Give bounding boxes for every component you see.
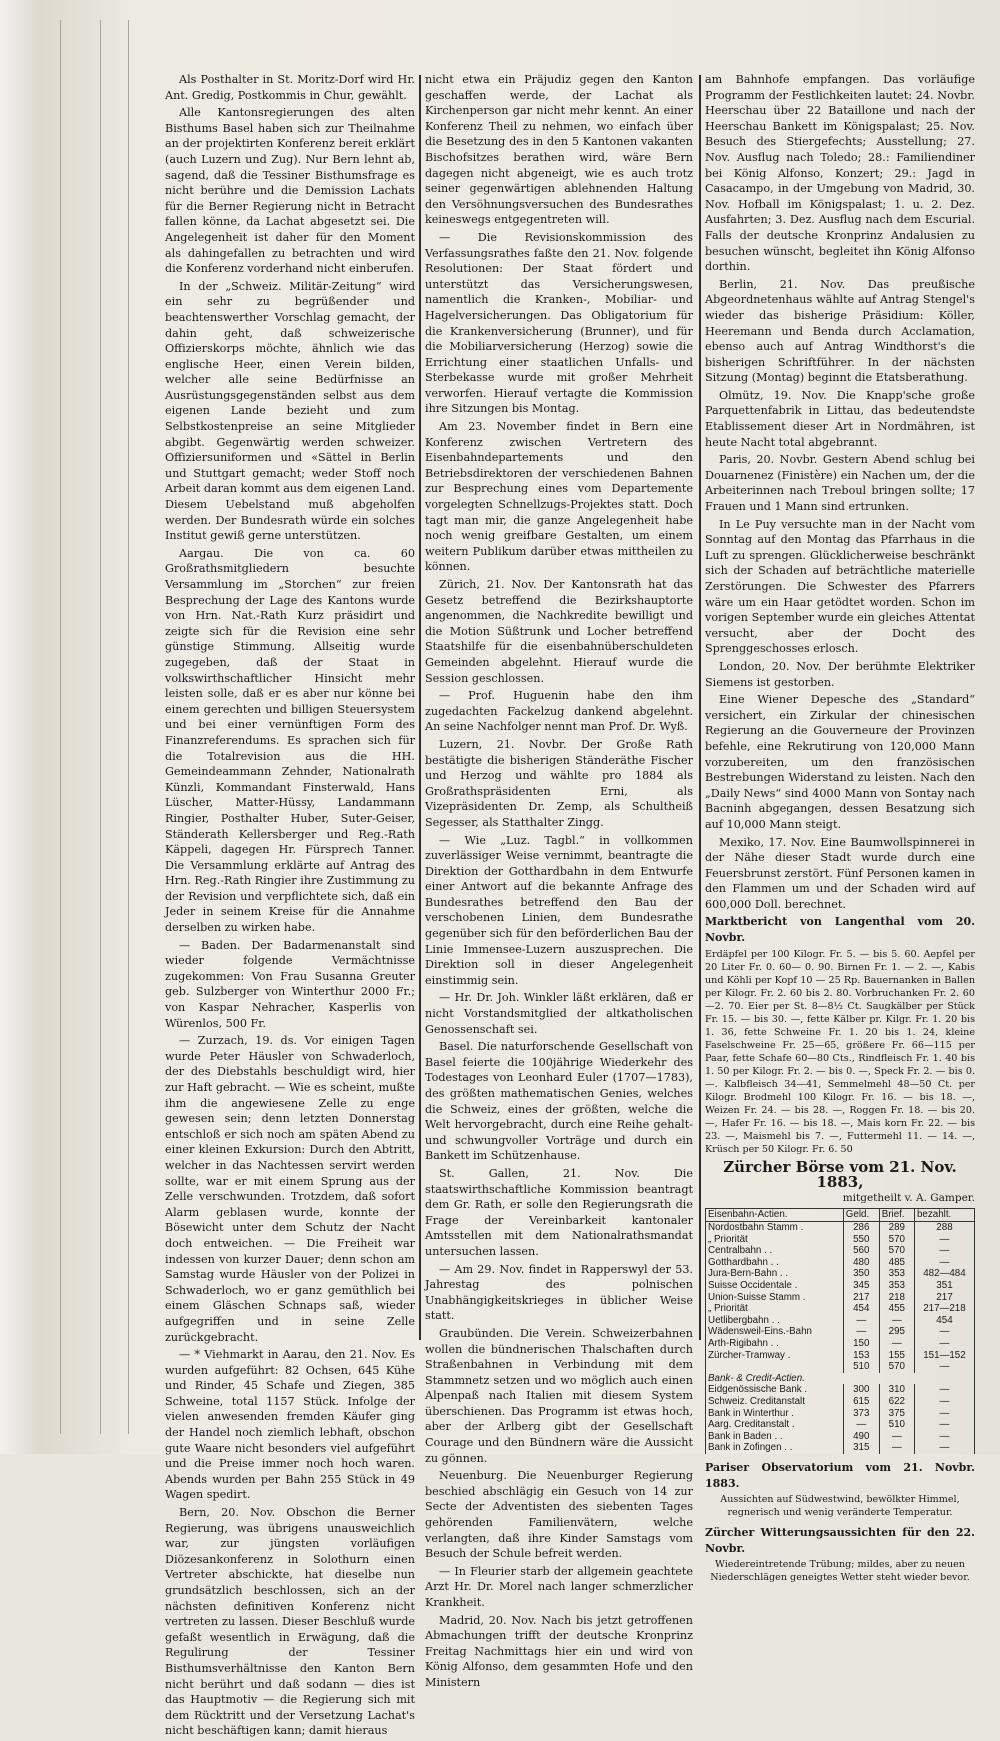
stock-value-cell: 217 bbox=[914, 1292, 974, 1304]
stock-value-cell: — bbox=[914, 1234, 974, 1246]
table-row bbox=[706, 1268, 975, 1280]
article: — In Fleurier starb der allgemein geachtete Arzt Hr. Dr. Morel nach langer schmerzlicher Krankheit. bbox=[425, 1564, 693, 1609]
article: — * Viehmarkt in Aarau, den 21. Nov. Es wurden aufgeführt: 82 Ochsen, 645 Kühe und Rinder, 45 Schafe und Ziegen, 385 Schweine, total 1157 Stück. Infolge der vielen anwesenden fremden Käufer ging der Handel noch ziemlich lebhaft, obschon gute Waare nicht besonders viel aufgeführt und die Preise immer noch hoch waren. Abends wurden per Bahn 255 Stück in 49 Wagen spedirt. bbox=[165, 1348, 415, 1502]
weather-title: Zürcher Witterungsaussichten für den 22. Novbr. bbox=[705, 1526, 975, 1555]
market-report-title: Marktbericht von Langenthal vom 20. Novbr. bbox=[705, 915, 975, 945]
stock-value-cell: 490 bbox=[843, 1431, 879, 1443]
stock-value-cell: — bbox=[914, 1257, 974, 1269]
table-row bbox=[706, 1257, 975, 1269]
stock-value-cell: 218 bbox=[879, 1292, 914, 1304]
stock-value-cell: 455 bbox=[879, 1303, 914, 1315]
stock-name-cell: „ Priorität bbox=[706, 1234, 844, 1246]
article: — Prof. Huguenin habe den ihm zugedachten Fackelzug dankend abgelehnt. An seine Nachfolger nennt man Prof. Dr. Wyß. bbox=[425, 689, 693, 734]
stock-table-header bbox=[706, 1209, 975, 1222]
article: Aargau. Die von ca. 60 Großrathsmitgliedern besuchte Versammlung im „Storchen“ zur freien Besprechung der Lage des Kantons wurde von Hrn. Nat.-Rath Kurz präsidirt und zeigte sich für die Revision eine sehr günstige Stimmung. Allseitig wurde zugegeben, daß der Staat in volkswirthschaftlicher Hinsicht mehr leisten solle, daß er es aber nur könne bei einem gerechten und billigen Steuersystem und bei einer vernünftigen Form des Finanzreferendums. Es sprachen sich für die Totalrevision aus die HH. Gemeindeammann Zehnder, Nationalrath Künzli, Kommandant Finsterwald, Hans Lüscher, Matter-Hüssy, Landammann Ringier, Posthalter Huber, Suter-Geiser, Ständerath Kellersberger und Reg.-Rath Käppeli, dagegen Hr. Fürsprech Tanner. Die Versammlung erklärte auf Antrag des Hrn. Reg.-Rath Ringier ihre Zustimmung zu der Revision und verpflichtete sich, daß ein Jeder in seinem Kreise für die Annahme derselben zu wirken habe. bbox=[165, 546, 415, 935]
stock-value-cell: 482—484 bbox=[914, 1268, 974, 1280]
stock-value-cell: 153 bbox=[843, 1350, 879, 1362]
table-row bbox=[706, 1303, 975, 1315]
stock-value-cell: 353 bbox=[879, 1280, 914, 1292]
stock-value-cell: 353 bbox=[879, 1268, 914, 1280]
stock-name-cell: Union-Suisse Stamm . bbox=[706, 1292, 844, 1304]
weather-text: Wiedereintretende Trübung; mildes, aber zu neuen Niederschlägen geneigtes Wetter steht wieder bevor. bbox=[710, 1559, 970, 1584]
stock-value-cell: — bbox=[914, 1384, 974, 1396]
article: Alle Kantonsregierungen des alten Bisthums Basel haben sich zur Theilnahme an der projektirten Konferenz bereit erklärt (auch Luzern und Zug). Nur Bern lehnt ab, sagend, daß die Tessiner Bisthumsfrage es nicht berühre und die Demission Lachats für die Berner Regierung nicht in Betracht fallen könne, da Lachat abgesetzt sei. Die Angelegenheit ist daher für den Moment als dahingefallen zu betrachten und wird die Konferenz vorderhand nicht einberufen. bbox=[165, 106, 415, 276]
stock-value-cell: 570 bbox=[879, 1234, 914, 1246]
table-row bbox=[706, 1431, 975, 1443]
stock-value-cell: — bbox=[879, 1442, 914, 1454]
stock-name-cell: Wädensweil-Eins.-Bahn bbox=[706, 1326, 844, 1338]
stock-value-cell: 570 bbox=[879, 1361, 914, 1373]
table-row bbox=[706, 1408, 975, 1420]
stock-value-cell: 150 bbox=[843, 1338, 879, 1350]
article: Mexiko, 17. Nov. Eine Baumwollspinnerei in der Nähe dieser Stadt wurde durch eine Feuersbrunst zerstört. Fünf Personen kamen in den Flammen um und der Schaden wird auf 600,000 Doll. berechnet. bbox=[705, 835, 975, 911]
table-row bbox=[706, 1292, 975, 1304]
article: Madrid, 20. Nov. Nach bis jetzt getroffenen Abmachungen trifft der deutsche Kronprinz Freitag Nachmittags hier ein und wird von König Alfonso, dem gesammten Hofe und den Ministern bbox=[425, 1613, 693, 1689]
stock-value-cell: 315 bbox=[843, 1442, 879, 1454]
market-report-text: Erdäpfel per 100 Kilogr. Fr. 5. — bis 5. 60. Aepfel per 20 Liter Fr. 0. 60— 0. 90. Birnen Fr. 1. — 2. —, Kabis und Köhli per Kopf 10 — 25 Rp. Bauernanken in Ballen per Kilogr. Fr. 2. 60 bis 2. 80. Vorbruchanken Fr. 2. 60—2. 70. Eier per St. 8—8½ Ct. Saugkälber per Stück Fr. 15. — bis 30. —, fette Kälber pr. Kilgr. Fr. 1. 20 bis 1. 36, fette Schweine Fr. 1. 20 bis 1. 24, kleine Faselschweine Fr. 25—65, größere Fr. 66—115 per Paar, fette Schafe 60—80 Cts., Rindfleisch Fr. 1. 40 bis 1. 50 per Kilogr. Fr. 2. — bis 0. —, Speck Fr. 2. — bis 0. —. Kalbfleisch 34—41, Semmelmehl 48—50 Ct. per Kilogr. Brodmehl 100 Kilogr. Fr. 16. — bis 18. —, Weizen Fr. 24. — bis 28. —, Roggen Fr. 18. — bis 20. —, Hafer Fr. 16. — bis 18. —, Mais korn Fr. 22. — bis 23. —, Maismehl bis 7. —, Futtermehl 11. — 14. —, Krüsch per 50 Kilogr. Fr. 6. 50 bbox=[705, 948, 975, 1155]
stock-value-cell: 351 bbox=[914, 1280, 974, 1292]
observatory-text: Aussichten auf Südwestwind, bewölkter Himmel, regnerisch und wenig veränderte Temperatur. bbox=[720, 1494, 960, 1519]
stock-value-cell: — bbox=[843, 1326, 879, 1338]
article: London, 20. Nov. Der berühmte Elektriker Siemens ist gestorben. bbox=[705, 659, 975, 689]
table-row bbox=[706, 1338, 975, 1350]
page-edge-line bbox=[60, 20, 61, 1434]
stock-value-cell: — bbox=[843, 1315, 879, 1327]
stock-value-cell: — bbox=[879, 1431, 914, 1443]
stock-value-cell: 288 bbox=[914, 1222, 974, 1234]
stock-value-cell: 570 bbox=[879, 1245, 914, 1257]
stock-name-cell: Aarg. Creditanstalt . bbox=[706, 1419, 844, 1431]
stock-value-cell: — bbox=[914, 1396, 974, 1408]
stock-name-cell: Centralbahn . . bbox=[706, 1245, 844, 1257]
table-row bbox=[706, 1442, 975, 1454]
article: St. Gallen, 21. Nov. Die staatswirthschaftliche Kommission beantragt dem Gr. Rath, er solle den Regierungsrath die Frage der Vereinbarkeit kantonaler Amtsstellen mit dem Nationalrathsmandat untersuchen lassen. bbox=[425, 1166, 693, 1258]
stock-value-cell: 615 bbox=[843, 1396, 879, 1408]
observatory-title: Pariser Observatorium vom 21. Novbr. 1883. bbox=[705, 1460, 975, 1490]
article: — Die Revisionskommission des Verfassungsrathes faßte den 21. Nov. folgende Resolutionen: Der Staat fördert und unterstützt das Versicherungswesen, namentlich die Kranken-, Mobiliar- und Hagelversicherungen. Das Obligatorium für die Krankenversicherung (Brunner), und für die Mobiliarversicherung (Herzog) sowie die Errichtung einer staatlichen Unfalls- und Sterbekasse wurde mit großer Mehrheit verworfen. Hierauf vertagte die Kommission ihre Sitzungen bis Montag. bbox=[425, 230, 693, 416]
article: Zürich, 21. Nov. Der Kantonsrath hat das Gesetz betreffend die Bezirkshauptorte angenommen, die Nachkredite bewilligt und die Motion Süßtrunk und Locher betreffend Staatshilfe für die eisenbahnüberschuldeten Gemeinden abgelehnt. Hierauf wurde die Session geschlossen. bbox=[425, 578, 693, 685]
stock-value-cell: 345 bbox=[843, 1280, 879, 1292]
table-row bbox=[706, 1234, 975, 1246]
article: Bern, 20. Nov. Obschon die Berner Regierung, was übrigens unausweichlich war, zur jüngsten vorläufigen Diözesankonferenz in Solothurn einen Vertreter abschickte, hat dieselbe nun grundsätzlich beschlossen, sich an der nächsten definitiven Konferenz nicht vertreten zu lassen. Dieser Beschluß wurde gefaßt wesentlich in Erwägung, daß die Regulirung der Tessiner Bisthumsverhältnisse den Kanton Bern nicht berührt und daß sodann — dies ist das Hauptmotiv — die Regierung sich mit dem Rücktritt und der Versetzung Lachat's nicht beschäftigen kann; damit hieraus bbox=[165, 1506, 415, 1738]
stock-name-cell bbox=[706, 1361, 844, 1373]
article: Basel. Die naturforschende Gesellschaft von Basel feierte die 100jährige Wiederkehr des Todestages von Leonhard Euler (1707—1783), des größten mathematischen Genies, welches die Schweiz, eines der größten, welche die Welt hervorgebracht, durch eine Reihe gehalt- und schwungvoller Vorträge und durch ein Bankett im Schützenhause. bbox=[425, 1040, 693, 1163]
article: — Zurzach, 19. ds. Vor einigen Tagen wurde Peter Häusler von Schwaderloch, der des Diebstahls beschuldigt wird, hier zur Haft gebracht. — Wie es scheint, mußte ihm die angewiesene Zelle zu enge gewesen sein; denn letzten Donnerstag entschloß er sich noch am späten Abend zu einer kleinen Exkursion: Durch den Abtritt, welcher in das Nachtessen servirt werden sollte, war er mit einem Sprung aus der Zelle verschwunden. Trotzdem, daß sofort Alarm geblasen wurde, konnte der Bösewicht unter dem Schutz der Nacht doch entweichen. — Die Freiheit war indessen von kurzer Dauer; denn schon am Samstag wurde Häusler von der Polizei in Schwaderloch, wo er ganz gemüthlich bei einem Gläschen Schnaps saß, wieder aufgegriffen und in seine Zelle zurückgebracht. bbox=[165, 1034, 415, 1344]
article: — Wie „Luz. Tagbl.“ in vollkommen zuverlässiger Weise vernimmt, beantragte die Direktion der Gotthardbahn in dem Entwurfe einer Antwort auf die bekannte Anfrage des Bundesrathes betreffend den Bau der verschobenen Linien, dem Bundesrathe gegenüber sich für den beförderlichen Bau der Linie Immensee-Luzern auszusprechen. Die Direktion soll in dieser Angelegenheit einstimmig sein. bbox=[425, 833, 693, 987]
stock-exchange-subtitle: mitgetheilt v. A. Gamper. bbox=[842, 1191, 975, 1204]
stock-value-cell: 375 bbox=[879, 1408, 914, 1420]
article: nicht etwa ein Präjudiz gegen den Kanton geschaffen werde, der Lachat als Kirchenperson gar nicht mehr kennt. An einer Konferenz Theil zu nehmen, wo einfach über die Besetzung des in den 5 Kantonen vakanten Bischofsitzes berathen wird, wäre Bern dagegen nicht abgeneigt, wie es auch trotz seiner gegenwärtigen ablehnenden Haltung den Versöhnungsversuchen des Bundesrathes keineswegs entgegentreten will. bbox=[425, 73, 693, 227]
column-3 bbox=[705, 72, 975, 1586]
stock-value-cell: 454 bbox=[843, 1303, 879, 1315]
column-header: Eisenbahn-Actien. bbox=[706, 1209, 844, 1222]
column-1 bbox=[165, 72, 415, 1741]
article: Eine Wiener Depesche des „Standard“ versichert, ein Zirkular der chinesischen Regierung an die Gouverneure der Provinzen befehle, eine Rekrutirung von 120,000 Mann vorzubereiten, um den französischen Bestrebungen Widerstand zu leisten. Nach den „Daily News“ sind 4000 Mann von Sontay nach Bacninh abgegangen, dessen Besatzung sich auf 10,000 Mann steigt. bbox=[705, 693, 975, 831]
column-rule bbox=[699, 75, 701, 1340]
column-header: Geld. bbox=[843, 1209, 879, 1222]
stock-name-cell: Gotthardbahn . . bbox=[706, 1257, 844, 1269]
table-row bbox=[706, 1361, 975, 1373]
article: am Bahnhofe empfangen. Das vorläufige Programm der Festlichkeiten lautet: 24. Novbr. Heerschau über 22 Bataillone und nach der Heerschau Bankett im Königspalast; 25. Nov. Besuch des Stiergefechts; Ausstellung; 27. Nov. Ausflug nach Toledo; 28.: Familiendiner bei König Alfonso, Konzert; 29.: Jagd in Casacampo, in der Umgebung von Madrid, 30. Nov. Hofball im Königspalast; 1. u. 2. Dez. Ausfahrten; 3. Dez. Ausflug nach dem Escurial. Falls der deutsche Kronprinz Andalusien zu besuchen wünscht, begleitet ihn König Alfonso dorthin. bbox=[705, 73, 975, 274]
stock-value-cell: — bbox=[914, 1419, 974, 1431]
stock-name-cell: Bank in Winterthur . bbox=[706, 1408, 844, 1420]
stock-value-cell: — bbox=[914, 1431, 974, 1443]
stock-table bbox=[705, 1208, 975, 1453]
article: In Le Puy versuchte man in der Nacht vom Sonntag auf den Montag das Pfarrhaus in die Luft zu sprengen. Glücklicherweise beschränkt sich der Schaden auf beträchtliche materielle Zerstörungen. Die Schwester des Pfarrers wäre um ein Haar getödtet worden. Schon im vorigen September wurde ein gleiches Attentat versucht, aber der Docht des Sprenggeschosses erlosch. bbox=[705, 517, 975, 656]
stock-value-cell: 286 bbox=[843, 1222, 879, 1234]
stock-name-cell: Eidgenössische Bank . bbox=[706, 1384, 844, 1396]
stock-value-cell: 510 bbox=[879, 1419, 914, 1431]
stock-name-cell: Bank in Zofingen . . bbox=[706, 1442, 844, 1454]
table-row bbox=[706, 1384, 975, 1396]
article: — Am 29. Nov. findet in Rapperswyl der 53. Jahrestag des polnischen Unabhängigkeitskrieges in üblicher Weise statt. bbox=[425, 1262, 693, 1323]
stock-name-cell: Schweiz. Creditanstalt bbox=[706, 1396, 844, 1408]
stock-value-cell: — bbox=[914, 1361, 974, 1373]
stock-name-cell: Nordostbahn Stamm . bbox=[706, 1222, 844, 1234]
stock-value-cell: — bbox=[914, 1442, 974, 1454]
stock-value-cell: 289 bbox=[879, 1222, 914, 1234]
page-edge-line bbox=[100, 20, 101, 1434]
column-2 bbox=[425, 72, 693, 1693]
article: Neuenburg. Die Neuenburger Regierung beschied abschlägig ein Gesuch von 14 zur Secte der Adventisten des siebenten Tages gehörenden Familienvätern, welche verlangten, daß ihre Kinder Samstags vom Besuch der Schule befreit werden. bbox=[425, 1469, 693, 1561]
table-row bbox=[706, 1419, 975, 1431]
table-row bbox=[706, 1396, 975, 1408]
stock-value-cell: 350 bbox=[843, 1268, 879, 1280]
stock-value-cell: 480 bbox=[843, 1257, 879, 1269]
stock-name-cell: Arth-Rigibahn . . bbox=[706, 1338, 844, 1350]
article: Berlin, 21. Nov. Das preußische Abgeordnetenhaus wählte auf Antrag Stengel's wieder das bisherige Präsidium: Köller, Heeremann und Benda durch Acclamation, ebenso auch auf Antrag Windthorst's die bisherigen Schriftführer. In der nächsten Sitzung (Montag) beginnt die Etatsberathung. bbox=[705, 277, 975, 385]
stock-name-cell: Suisse Occidentale . bbox=[706, 1280, 844, 1292]
stock-value-cell: — bbox=[879, 1338, 914, 1350]
stock-value-cell: 310 bbox=[879, 1384, 914, 1396]
stock-value-cell: 485 bbox=[879, 1257, 914, 1269]
group-label: Bank- & Credit-Actien. bbox=[706, 1373, 975, 1385]
article: Graubünden. Die Verein. Schweizerbahnen wollen die bündnerischen Thalschaften durch Straßenbahnen in Verbindung mit dem Stammnetz setzen und wo möglich auch einen Alpenpaß nach Italien mit diesem System überschienen. Das Programm ist etwas hoch, aber der Arlberg gibt der Gesellschaft Courage und den Bündnern wäre die Aussicht zu gönnen. bbox=[425, 1326, 693, 1465]
stock-value-cell: 560 bbox=[843, 1245, 879, 1257]
table-row bbox=[706, 1350, 975, 1362]
stock-value-cell: 550 bbox=[843, 1234, 879, 1246]
table-row bbox=[706, 1326, 975, 1338]
article: Am 23. November findet in Bern eine Konferenz zwischen Vertretern des Eisenbahndepartements und den Betriebsdirektoren der verschiedenen Bahnen zur Besprechung eines vom Departemente vorgelegten Schnellzugs-Projektes statt. Doch tagt man mir, die ganze Angelegenheit habe noch wenig greifbare Gestalten, um einem weitern Publikum darüber etwas mittheilen zu können. bbox=[425, 420, 693, 574]
table-group-row bbox=[706, 1373, 975, 1385]
article: — Baden. Der Badarmenanstalt sind wieder folgende Vermächtnisse zugekommen: Von Frau Susanna Greuter geb. Sulzberger von Winterthur 2000 Fr.; von Kaspar Nehracher, Kasperlis von Würenlos, 500 Fr. bbox=[165, 938, 415, 1030]
stock-exchange-title: Zürcher Börse vom 21. Nov. 1883, bbox=[723, 1157, 957, 1192]
stock-value-cell: — bbox=[879, 1315, 914, 1327]
stock-value-cell: 510 bbox=[843, 1361, 879, 1373]
table-row bbox=[706, 1245, 975, 1257]
table-row bbox=[706, 1315, 975, 1327]
stock-value-cell: — bbox=[914, 1408, 974, 1420]
stock-value-cell: 151—152 bbox=[914, 1350, 974, 1362]
stock-value-cell: 155 bbox=[879, 1350, 914, 1362]
article: In der „Schweiz. Militär-Zeitung“ wird ein sehr zu begrüßender und beachtenswerther Vorschlag gemacht, der dahin geht, daß schweizerische Offizierskorps möchte, ähnlich wie das englische Heer, einen Verein bilden, welcher alle seine Bedürfnisse an Ausrüstungsgegenständen selbst aus dem eigenen Lande bezieht und zum Selbstkostenpreise an seine Mitglieder abgibt. Gegenwärtig werden schweizer. Offiziersuniformen und «Sättel in Berlin und Stuttgart gemacht; weder Stoff noch Arbeit daran kommt aus dem eigenen Land. Diesem Uebelstand muß abgeholfen werden. Der Bundesrath würde ein solches Institut gewiß gerne unterstützen. bbox=[165, 279, 415, 543]
stock-value-cell: 295 bbox=[879, 1326, 914, 1338]
stock-value-cell: — bbox=[914, 1338, 974, 1350]
stock-value-cell: — bbox=[914, 1326, 974, 1338]
stock-value-cell: 622 bbox=[879, 1396, 914, 1408]
table-row bbox=[706, 1222, 975, 1234]
stock-value-cell: — bbox=[843, 1419, 879, 1431]
stock-value-cell: 454 bbox=[914, 1315, 974, 1327]
stock-name-cell: „ Priorität bbox=[706, 1303, 844, 1315]
column-rule bbox=[419, 75, 421, 1340]
stock-value-cell: 373 bbox=[843, 1408, 879, 1420]
column-header: Brief. bbox=[879, 1209, 914, 1222]
stock-value-cell: 217 bbox=[843, 1292, 879, 1304]
stock-value-cell: 300 bbox=[843, 1384, 879, 1396]
article: Olmütz, 19. Nov. Die Knapp'sche große Parquettenfabrik in Littau, das bedeutendste Etablissement dieser Art in Nordmähren, ist heute Nacht total abgebrannt. bbox=[705, 388, 975, 449]
page-edge-line bbox=[128, 20, 129, 1434]
table-row bbox=[706, 1280, 975, 1292]
stock-name-cell: Zürcher-Tramway . bbox=[706, 1350, 844, 1362]
stock-name-cell: Jura-Bern-Bahn . . bbox=[706, 1268, 844, 1280]
column-header: bezahlt. bbox=[914, 1209, 974, 1222]
article: Paris, 20. Novbr. Gestern Abend schlug bei Douarnenez (Finistère) ein Nachen um, der die Arbeiterinnen nach Treboul bringen sollte; 17 Frauen und 1 Mann sind ertrunken. bbox=[705, 453, 975, 514]
stock-name-cell: Uetlibergbahn . . bbox=[706, 1315, 844, 1327]
stock-name-cell: Bank in Baden . . bbox=[706, 1431, 844, 1443]
stock-value-cell: 217—218 bbox=[914, 1303, 974, 1315]
article: — Hr. Dr. Joh. Winkler läßt erklären, daß er nicht Vorstandsmitglied der altkatholischen Genossenschaft sei. bbox=[425, 991, 693, 1036]
article: Als Posthalter in St. Moritz-Dorf wird Hr. Ant. Gredig, Postkommis in Chur, gewählt. bbox=[165, 73, 415, 102]
article: Luzern, 21. Novbr. Der Große Rath bestätigte die bisherigen Ständeräthe Fischer und Herzog und wählte pro 1884 als Großrathspräsidenten Erni, als Vizepräsidenten Dr. Zemp, als Schultheiß Segesser, als Statthalter Zingg. bbox=[425, 737, 693, 829]
stock-value-cell: — bbox=[914, 1245, 974, 1257]
